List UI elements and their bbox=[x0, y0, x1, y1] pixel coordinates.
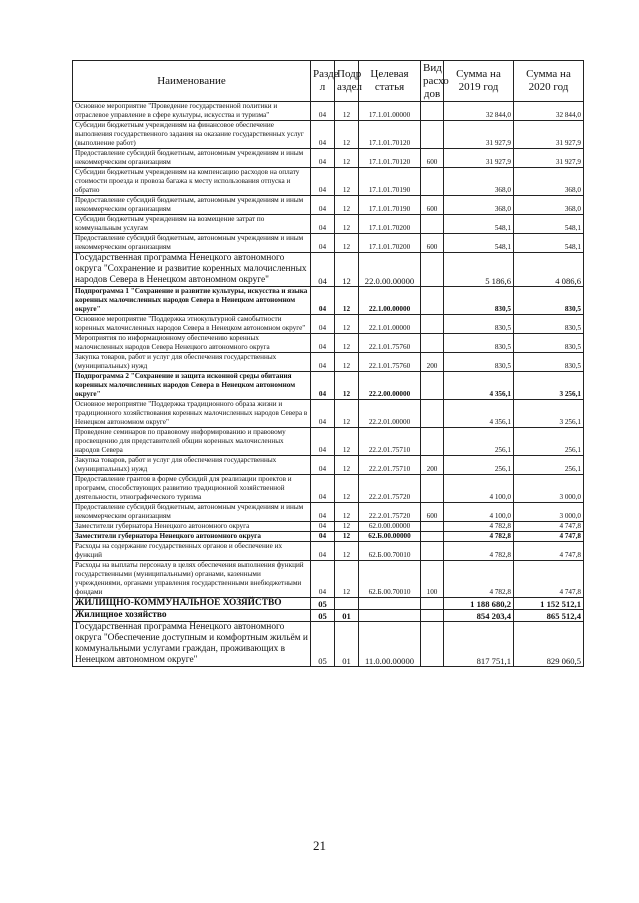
row-name: Расходы на содержание государственных органов и обеспечение их функций bbox=[73, 542, 311, 561]
row-vid bbox=[421, 287, 444, 315]
header-name: Наименование bbox=[73, 61, 311, 102]
table-row bbox=[73, 542, 584, 561]
row-razdel: 04 bbox=[311, 149, 335, 168]
row-vid bbox=[421, 610, 444, 622]
row-target: 11.0.00.00000 bbox=[359, 622, 421, 667]
row-name: Предоставление субсидий бюджетным, автономным учреждениям и иным некоммерческим организациям bbox=[73, 234, 311, 253]
row-sum-2020: 31 927,9 bbox=[514, 121, 584, 149]
row-name: ЖИЛИЩНО-КОММУНАЛЬНОЕ ХОЗЯЙСТВО bbox=[73, 598, 311, 610]
row-sum-2020: 32 844,0 bbox=[514, 102, 584, 121]
row-vid bbox=[421, 253, 444, 287]
row-vid: 200 bbox=[421, 353, 444, 372]
row-podrazdel: 12 bbox=[335, 353, 359, 372]
row-vid bbox=[421, 475, 444, 503]
row-sum-2019: 817 751,1 bbox=[444, 622, 514, 667]
row-target: 62.Б.00.70010 bbox=[359, 542, 421, 561]
row-target: 22.0.00.00000 bbox=[359, 253, 421, 287]
row-sum-2019: 368,0 bbox=[444, 168, 514, 196]
table-row bbox=[73, 561, 584, 598]
row-sum-2020: 829 060,5 bbox=[514, 622, 584, 667]
row-name: Предоставление субсидий бюджетным, автономным учреждениям и иным некоммерческим организациям bbox=[73, 196, 311, 215]
row-vid bbox=[421, 522, 444, 532]
table-row bbox=[73, 456, 584, 475]
row-sum-2019: 31 927,9 bbox=[444, 121, 514, 149]
row-podrazdel: 12 bbox=[335, 196, 359, 215]
row-podrazdel: 12 bbox=[335, 475, 359, 503]
row-sum-2019: 1 188 680,2 bbox=[444, 598, 514, 610]
row-vid bbox=[421, 215, 444, 234]
row-razdel: 04 bbox=[311, 121, 335, 149]
row-sum-2020: 830,5 bbox=[514, 334, 584, 353]
row-target: 22.1.01.75760 bbox=[359, 334, 421, 353]
row-razdel: 04 bbox=[311, 542, 335, 561]
row-sum-2020: 548,1 bbox=[514, 215, 584, 234]
table-row bbox=[73, 149, 584, 168]
table-row bbox=[73, 168, 584, 196]
row-target: 17.1.01.70120 bbox=[359, 121, 421, 149]
row-target: 22.2.01.75720 bbox=[359, 503, 421, 522]
table-row bbox=[73, 522, 584, 532]
table-row bbox=[73, 215, 584, 234]
row-sum-2020: 548,1 bbox=[514, 234, 584, 253]
row-podrazdel: 12 bbox=[335, 234, 359, 253]
row-target: 22.2.01.00000 bbox=[359, 400, 421, 428]
row-vid: 600 bbox=[421, 149, 444, 168]
header-sum-2020: Сумма на 2020 год bbox=[514, 61, 584, 102]
row-name: Подпрограмма 1 "Сохранение и развитие культуры, искусства и языка коренных малочисленных народов Севера в Ненецком автономном округе" bbox=[73, 287, 311, 315]
header-target: Целевая статья bbox=[359, 61, 421, 102]
row-podrazdel: 12 bbox=[335, 149, 359, 168]
row-vid bbox=[421, 334, 444, 353]
row-name: Основное мероприятие "Поддержка традиционного образа жизни и традиционного хозяйствования коренных малочисленных народов Севера в Ненецком автономном округе" bbox=[73, 400, 311, 428]
row-name: Субсидии бюджетным учреждениям на финансовое обеспечение выполнения государственного задания на оказание государственных услуг (выполнение работ) bbox=[73, 121, 311, 149]
row-sum-2019: 4 100,0 bbox=[444, 503, 514, 522]
row-sum-2019: 830,5 bbox=[444, 315, 514, 334]
table-row bbox=[73, 400, 584, 428]
table-row bbox=[73, 372, 584, 400]
row-vid bbox=[421, 102, 444, 121]
row-target: 22.1.01.75760 bbox=[359, 353, 421, 372]
header-podrazdel: Подр аздел bbox=[335, 61, 359, 102]
row-target: 22.2.01.75710 bbox=[359, 456, 421, 475]
row-sum-2020: 368,0 bbox=[514, 168, 584, 196]
row-podrazdel: 12 bbox=[335, 522, 359, 532]
row-podrazdel: 12 bbox=[335, 168, 359, 196]
row-podrazdel: 12 bbox=[335, 503, 359, 522]
row-name: Заместители губернатора Ненецкого автономного округа bbox=[73, 522, 311, 532]
table-row bbox=[73, 334, 584, 353]
row-target: 22.2.00.00000 bbox=[359, 372, 421, 400]
row-sum-2020: 256,1 bbox=[514, 428, 584, 456]
row-target: 17.1.01.70200 bbox=[359, 215, 421, 234]
table-row bbox=[73, 622, 584, 667]
row-razdel: 04 bbox=[311, 532, 335, 542]
row-razdel: 04 bbox=[311, 168, 335, 196]
row-vid bbox=[421, 168, 444, 196]
row-sum-2019: 368,0 bbox=[444, 196, 514, 215]
row-podrazdel: 12 bbox=[335, 542, 359, 561]
row-razdel: 04 bbox=[311, 561, 335, 598]
row-sum-2020: 4 747,8 bbox=[514, 532, 584, 542]
row-sum-2019: 256,1 bbox=[444, 456, 514, 475]
row-vid bbox=[421, 428, 444, 456]
row-target: 17.1.01.00000 bbox=[359, 102, 421, 121]
row-razdel: 04 bbox=[311, 234, 335, 253]
row-target bbox=[359, 598, 421, 610]
row-razdel: 04 bbox=[311, 353, 335, 372]
row-podrazdel: 01 bbox=[335, 622, 359, 667]
row-target: 17.1.01.70120 bbox=[359, 149, 421, 168]
row-razdel: 05 bbox=[311, 610, 335, 622]
row-podrazdel: 12 bbox=[335, 428, 359, 456]
row-razdel: 04 bbox=[311, 503, 335, 522]
row-vid bbox=[421, 598, 444, 610]
row-razdel: 04 bbox=[311, 456, 335, 475]
row-target: 22.1.01.00000 bbox=[359, 315, 421, 334]
row-sum-2019: 548,1 bbox=[444, 234, 514, 253]
row-sum-2019: 548,1 bbox=[444, 215, 514, 234]
row-target: 22.2.01.75710 bbox=[359, 428, 421, 456]
row-sum-2020: 4 747,8 bbox=[514, 542, 584, 561]
row-vid bbox=[421, 372, 444, 400]
row-sum-2019: 256,1 bbox=[444, 428, 514, 456]
row-sum-2020: 830,5 bbox=[514, 315, 584, 334]
row-sum-2019: 32 844,0 bbox=[444, 102, 514, 121]
row-razdel: 04 bbox=[311, 253, 335, 287]
row-podrazdel: 12 bbox=[335, 315, 359, 334]
row-target: 62.Б.00.70010 bbox=[359, 561, 421, 598]
row-razdel: 05 bbox=[311, 598, 335, 610]
row-razdel: 04 bbox=[311, 334, 335, 353]
table-body bbox=[73, 102, 584, 667]
row-podrazdel: 12 bbox=[335, 102, 359, 121]
row-razdel: 04 bbox=[311, 475, 335, 503]
table-row bbox=[73, 196, 584, 215]
table-header-row bbox=[73, 61, 584, 102]
table-row bbox=[73, 532, 584, 542]
row-sum-2020: 4 747,8 bbox=[514, 522, 584, 532]
row-name: Мероприятия по информационному обеспечению коренных малочисленных народов Севера Ненецкого автономного округа bbox=[73, 334, 311, 353]
row-razdel: 04 bbox=[311, 196, 335, 215]
row-razdel: 05 bbox=[311, 622, 335, 667]
table-row bbox=[73, 102, 584, 121]
row-razdel: 04 bbox=[311, 287, 335, 315]
row-podrazdel: 12 bbox=[335, 561, 359, 598]
row-target bbox=[359, 610, 421, 622]
row-razdel: 04 bbox=[311, 372, 335, 400]
row-name: Проведение семинаров по правовому информированию и правовому просвещению для представителей общин коренных малочисленных народов Севера bbox=[73, 428, 311, 456]
table-row bbox=[73, 253, 584, 287]
row-sum-2019: 4 782,8 bbox=[444, 542, 514, 561]
row-name: Заместители губернатора Ненецкого автономного округа bbox=[73, 532, 311, 542]
row-vid bbox=[421, 315, 444, 334]
row-sum-2020: 865 512,4 bbox=[514, 610, 584, 622]
table-row bbox=[73, 287, 584, 315]
row-podrazdel: 12 bbox=[335, 287, 359, 315]
row-target: 17.1.01.70190 bbox=[359, 196, 421, 215]
row-name: Расходы на выплаты персоналу в целях обеспечения выполнения функций государственными (муниципальными) органами, казенными учреждениями, органами управления государственными внебюджетными фондами bbox=[73, 561, 311, 598]
row-target: 62.Б.00.00000 bbox=[359, 532, 421, 542]
row-name: Субсидии бюджетным учреждениям на возмещение затрат по коммунальным услугам bbox=[73, 215, 311, 234]
row-razdel: 04 bbox=[311, 102, 335, 121]
row-vid: 600 bbox=[421, 234, 444, 253]
row-podrazdel: 12 bbox=[335, 532, 359, 542]
row-target: 22.2.01.75720 bbox=[359, 475, 421, 503]
row-vid: 600 bbox=[421, 196, 444, 215]
row-sum-2019: 4 782,8 bbox=[444, 522, 514, 532]
row-sum-2019: 830,5 bbox=[444, 353, 514, 372]
row-vid: 100 bbox=[421, 561, 444, 598]
row-name: Субсидии бюджетным учреждениям на компенсацию расходов на оплату стоимости проезда и провоза багажа к месту использования отпуска и обратно bbox=[73, 168, 311, 196]
budget-table bbox=[72, 60, 584, 667]
row-razdel: 04 bbox=[311, 522, 335, 532]
row-sum-2020: 256,1 bbox=[514, 456, 584, 475]
row-razdel: 04 bbox=[311, 428, 335, 456]
row-target: 17.1.01.70190 bbox=[359, 168, 421, 196]
row-podrazdel: 01 bbox=[335, 610, 359, 622]
row-sum-2019: 4 782,8 bbox=[444, 561, 514, 598]
row-razdel: 04 bbox=[311, 400, 335, 428]
row-sum-2020: 3 000,0 bbox=[514, 503, 584, 522]
row-name: Предоставление субсидий бюджетным, автономным учреждениям и иным некоммерческим организациям bbox=[73, 503, 311, 522]
table-row bbox=[73, 121, 584, 149]
row-sum-2019: 830,5 bbox=[444, 334, 514, 353]
row-vid: 200 bbox=[421, 456, 444, 475]
row-podrazdel bbox=[335, 598, 359, 610]
page-number: 21 bbox=[313, 838, 326, 853]
row-sum-2020: 830,5 bbox=[514, 287, 584, 315]
row-sum-2020: 1 152 512,1 bbox=[514, 598, 584, 610]
row-target: 22.1.00.00000 bbox=[359, 287, 421, 315]
row-name: Государственная программа Ненецкого автономного округа "Сохранение и развитие коренных малочисленных народов Севера в Ненецком автономном округе" bbox=[73, 253, 311, 287]
row-podrazdel: 12 bbox=[335, 400, 359, 428]
table-row bbox=[73, 353, 584, 372]
row-name: Закупка товаров, работ и услуг для обеспечения государственных (муниципальных) нужд bbox=[73, 353, 311, 372]
row-name: Жилищное хозяйство bbox=[73, 610, 311, 622]
row-podrazdel: 12 bbox=[335, 456, 359, 475]
table-row bbox=[73, 610, 584, 622]
row-sum-2020: 4 747,8 bbox=[514, 561, 584, 598]
row-vid: 600 bbox=[421, 503, 444, 522]
row-sum-2020: 830,5 bbox=[514, 353, 584, 372]
header-vid: Вид расхо дов bbox=[421, 61, 444, 102]
row-name: Закупка товаров, работ и услуг для обеспечения государственных (муниципальных) нужд bbox=[73, 456, 311, 475]
row-vid bbox=[421, 622, 444, 667]
row-sum-2020: 3 256,1 bbox=[514, 372, 584, 400]
row-podrazdel: 12 bbox=[335, 372, 359, 400]
row-sum-2019: 830,5 bbox=[444, 287, 514, 315]
row-name: Основное мероприятие "Проведение государственной политики и отраслевое управление в сфере культуры, искусства и туризма" bbox=[73, 102, 311, 121]
table-row bbox=[73, 598, 584, 610]
row-vid bbox=[421, 400, 444, 428]
table-row bbox=[73, 315, 584, 334]
row-sum-2019: 4 356,1 bbox=[444, 400, 514, 428]
row-sum-2019: 4 356,1 bbox=[444, 372, 514, 400]
row-target: 17.1.01.70200 bbox=[359, 234, 421, 253]
row-target: 62.0.00.00000 bbox=[359, 522, 421, 532]
row-sum-2020: 3 000,0 bbox=[514, 475, 584, 503]
row-name: Предоставление субсидий бюджетным, автономным учреждениям и иным некоммерческим организациям bbox=[73, 149, 311, 168]
row-podrazdel: 12 bbox=[335, 334, 359, 353]
row-sum-2019: 5 186,6 bbox=[444, 253, 514, 287]
row-sum-2020: 4 086,6 bbox=[514, 253, 584, 287]
row-vid bbox=[421, 121, 444, 149]
row-vid bbox=[421, 542, 444, 561]
table-row bbox=[73, 428, 584, 456]
row-sum-2019: 4 100,0 bbox=[444, 475, 514, 503]
table-row bbox=[73, 234, 584, 253]
row-sum-2019: 31 927,9 bbox=[444, 149, 514, 168]
row-name: Предоставление грантов в форме субсидий для реализации проектов и программ, способствующих развитию традиционной хозяйственной деятельности, этнографического туризма bbox=[73, 475, 311, 503]
row-vid bbox=[421, 532, 444, 542]
header-razdel: Разде л bbox=[311, 61, 335, 102]
header-sum-2019: Сумма на 2019 год bbox=[444, 61, 514, 102]
row-sum-2020: 3 256,1 bbox=[514, 400, 584, 428]
row-razdel: 04 bbox=[311, 215, 335, 234]
row-podrazdel: 12 bbox=[335, 253, 359, 287]
row-name: Основное мероприятие "Поддержка этнокультурной самобытности коренных малочисленных народов Севера в Ненецком автономном округе" bbox=[73, 315, 311, 334]
row-name: Государственная программа Ненецкого автономного округа "Обеспечение доступным и комфортным жильём и коммунальными услугами граждан, проживающих в Ненецком автономном округе" bbox=[73, 622, 311, 667]
table-row bbox=[73, 503, 584, 522]
row-sum-2020: 31 927,9 bbox=[514, 149, 584, 168]
table-row bbox=[73, 475, 584, 503]
row-razdel: 04 bbox=[311, 315, 335, 334]
row-sum-2020: 368,0 bbox=[514, 196, 584, 215]
row-name: Подпрограмма 2 "Сохранение и защита исконной среды обитания коренных малочисленных народов Севера в Ненецком автономном округе" bbox=[73, 372, 311, 400]
row-podrazdel: 12 bbox=[335, 121, 359, 149]
row-podrazdel: 12 bbox=[335, 215, 359, 234]
row-sum-2019: 854 203,4 bbox=[444, 610, 514, 622]
row-sum-2019: 4 782,8 bbox=[444, 532, 514, 542]
